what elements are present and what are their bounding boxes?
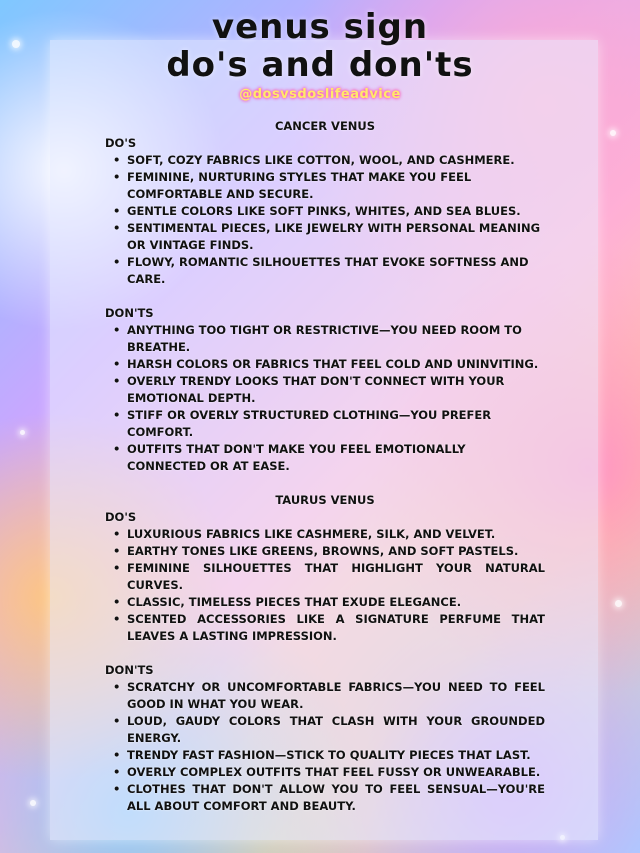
section-title-taurus: TAURUS VENUS [275, 493, 375, 507]
list-item: • LOUD, GAUDY COLORS THAT CLASH WITH YOUR GROUNDED ENERGY. [125, 713, 545, 747]
dos-label: DO'S [105, 510, 137, 524]
dos-list-taurus [105, 526, 545, 645]
title-line-1: venus sign [211, 7, 429, 47]
sparkle-decoration [615, 600, 622, 607]
list-item: • CLOTHES THAT DON'T ALLOW YOU TO FEEL SENSUAL—YOU'RE ALL ABOUT COMFORT AND BEAUTY. [125, 781, 545, 815]
content [105, 118, 545, 815]
list-item: • ANYTHING TOO TIGHT OR RESTRICTIVE—YOU NEED ROOM TO BREATHE. [125, 322, 545, 356]
donts-list-cancer [105, 322, 545, 475]
list-item: • FEMININE SILHOUETTES THAT HIGHLIGHT YOUR NATURAL CURVES. [125, 560, 545, 594]
author-handle: @dosvsdoslifeadvice [239, 87, 401, 102]
list-item: • GENTLE COLORS LIKE SOFT PINKS, WHITES, AND SEA BLUES. [125, 203, 545, 220]
list-item: • CLASSIC, TIMELESS PIECES THAT EXUDE ELEGANCE. [125, 594, 545, 611]
list-item: • LUXURIOUS FABRICS LIKE CASHMERE, SILK, AND VELVET. [125, 526, 545, 543]
list-item: • SCRATCHY OR UNCOMFORTABLE FABRICS—YOU NEED TO FEEL GOOD IN WHAT YOU WEAR. [125, 679, 545, 713]
title-line-2: do's and don'ts [166, 45, 474, 85]
section-title-cancer: CANCER VENUS [274, 119, 376, 133]
donts-label: DON'TS [105, 663, 154, 677]
list-item: • OUTFITS THAT DON'T MAKE YOU FEEL EMOTIONALLY CONNECTED OR AT EASE. [125, 441, 545, 475]
sparkle-decoration [30, 800, 36, 806]
sparkle-decoration [610, 130, 616, 136]
dos-list-cancer [105, 152, 545, 288]
dos-label: DO'S [105, 136, 137, 150]
list-item: • SENTIMENTAL PIECES, LIKE JEWELRY WITH PERSONAL MEANING OR VINTAGE FINDS. [125, 220, 545, 254]
list-item: • HARSH COLORS OR FABRICS THAT FEEL COLD AND UNINVITING. [125, 356, 545, 373]
sparkle-decoration [20, 430, 25, 435]
list-item: • TRENDY FAST FASHION—STICK TO QUALITY PIECES THAT LAST. [125, 747, 545, 764]
list-item: • SCENTED ACCESSORIES LIKE A SIGNATURE PERFUME THAT LEAVES A LASTING IMPRESSION. [125, 611, 545, 645]
list-item: • EARTHY TONES LIKE GREENS, BROWNS, AND SOFT PASTELS. [125, 543, 545, 560]
donts-list-taurus [105, 679, 545, 815]
list-item: • SOFT, COZY FABRICS LIKE COTTON, WOOL, AND CASHMERE. [125, 152, 545, 169]
list-item: • OVERLY COMPLEX OUTFITS THAT FEEL FUSSY OR UNWEARABLE. [125, 764, 545, 781]
donts-label: DON'TS [105, 306, 154, 320]
list-item: • FEMININE, NURTURING STYLES THAT MAKE YOU FEEL COMFORTABLE AND SECURE. [125, 169, 545, 203]
list-item: • FLOWY, ROMANTIC SILHOUETTES THAT EVOKE SOFTNESS AND CARE. [125, 254, 545, 288]
list-item: • OVERLY TRENDY LOOKS THAT DON'T CONNECT WITH YOUR EMOTIONAL DEPTH. [125, 373, 545, 407]
list-item: • STIFF OR OVERLY STRUCTURED CLOTHING—YOU PREFER COMFORT. [125, 407, 545, 441]
